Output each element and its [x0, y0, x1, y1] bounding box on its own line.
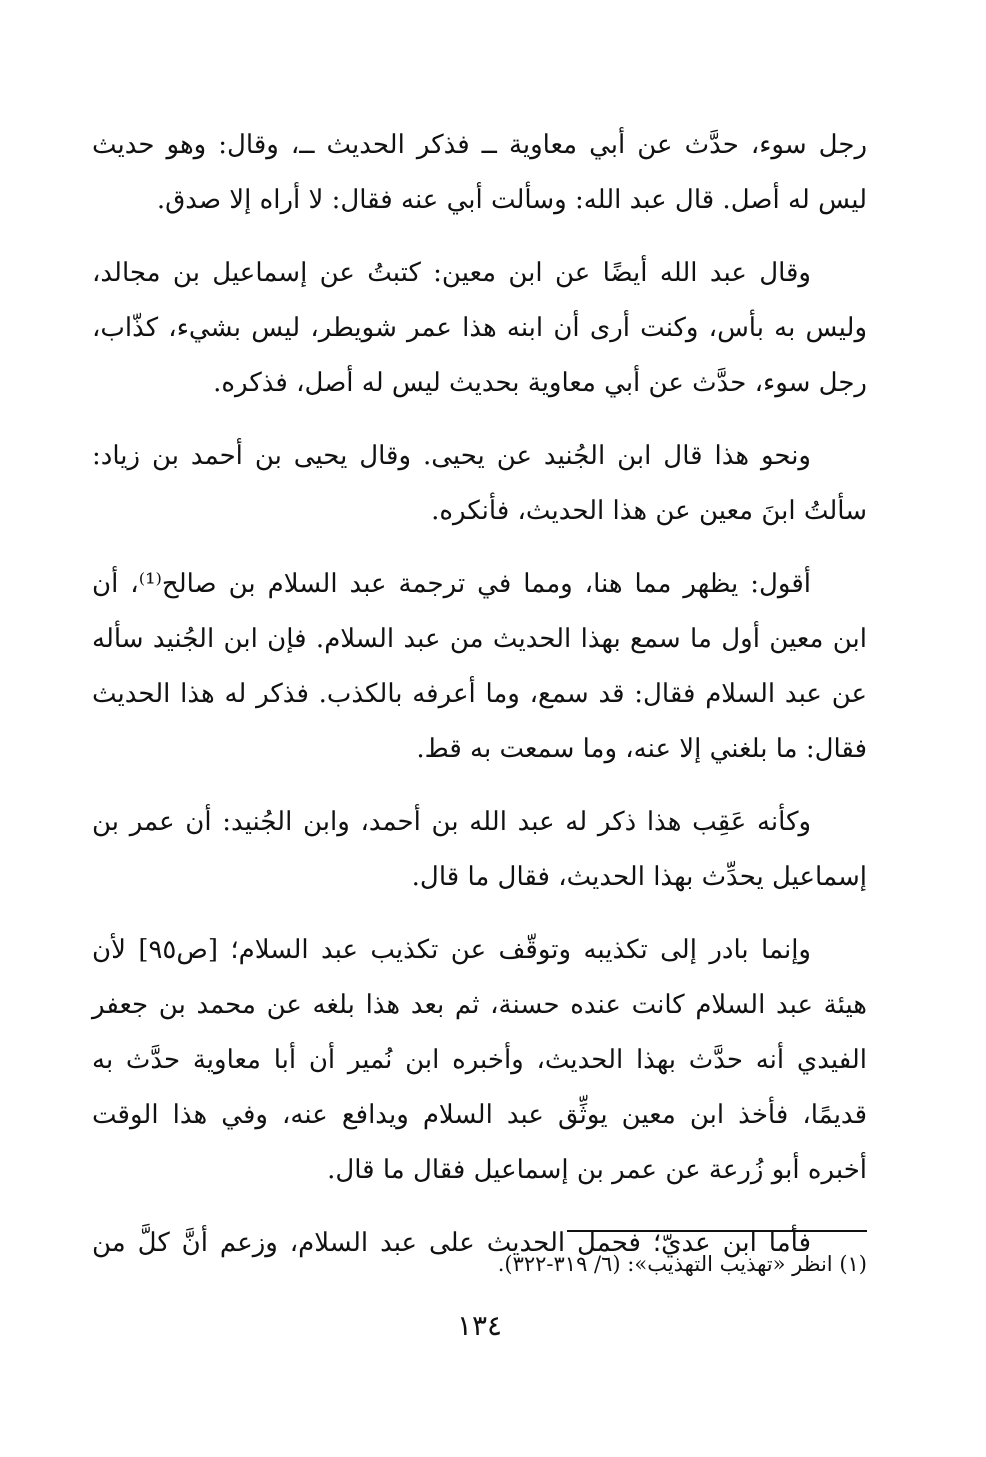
footnote-divider — [567, 1230, 867, 1232]
paragraph-3: ونحو هذا قال ابن الجُنيد عن يحيى. وقال يحيى بن أحمد بن زياد: سألتُ ابنَ معين عن هذا الحديث، فأنكره. — [92, 441, 867, 526]
paragraph-2: وقال عبد الله أيضًا عن ابن معين: كتبتُ عن إسماعيل بن مجالد، وليس به بأس، وكنت أرى أن ابنه هذا عمر شويطر، ليس بشيء، كذّاب، رجل سوء، حدَّث عن أبي معاوية بحديث ليس له أصل، فذكره. — [92, 258, 867, 398]
footnote: (١) انظر «تهذيب التهذيب»: (٦/ ٣١٩-٣٢٢). — [497, 1252, 867, 1276]
paragraph-1: رجل سوء، حدَّث عن أبي معاوية ــ فذكر الحديث ــ، وقال: وهو حديث ليس له أصل. قال عبد الله: وسألت أبي عنه فقال: لا أراه إلا صدق. — [92, 130, 867, 215]
paragraph-4: أقول: يظهر مما هنا، ومما في ترجمة عبد السلام بن صالح⁽¹⁾، أن ابن معين أول ما سمع بهذا الحديث من عبد السلام. فإن ابن الجُنيد سأله عن عبد السلام فقال: قد سمع، وما أعرفه بالكذب. فذكر له هذا الحديث فقال: ما بلغني إلا عنه، وما سمعت به قط. — [92, 569, 867, 764]
page-number: ١٣٤ — [456, 1309, 503, 1342]
page-body — [92, 118, 867, 1342]
paragraph-6: وإنما بادر إلى تكذيبه وتوقّف عن تكذيب عبد السلام؛ [ص٩٥] لأن هيئة عبد السلام كانت عنده حسنة، ثم بعد هذا بلغه عن محمد بن جعفر الفيدي أنه حدَّث بهذا الحديث، وأخبره ابن نُمير أن أبا معاوية حدَّث به قديمًا، فأخذ ابن معين يوثِّق عبد السلام ويدافع عنه، وفي هذا الوقت أخبره أبو زُرعة عن عمر بن إسماعيل فقال ما قال. — [92, 935, 867, 1185]
paragraph-5: وكأنه عَقِب هذا ذكر له عبد الله بن أحمد، وابن الجُنيد: أن عمر بن إسماعيل يحدِّث بهذا الحديث، فقال ما قال. — [92, 807, 867, 892]
paragraph-7: فأما ابن عديّ؛ فحمل الحديث على عبد السلام، وزعم أنَّ كلَّ من — [92, 1228, 811, 1258]
